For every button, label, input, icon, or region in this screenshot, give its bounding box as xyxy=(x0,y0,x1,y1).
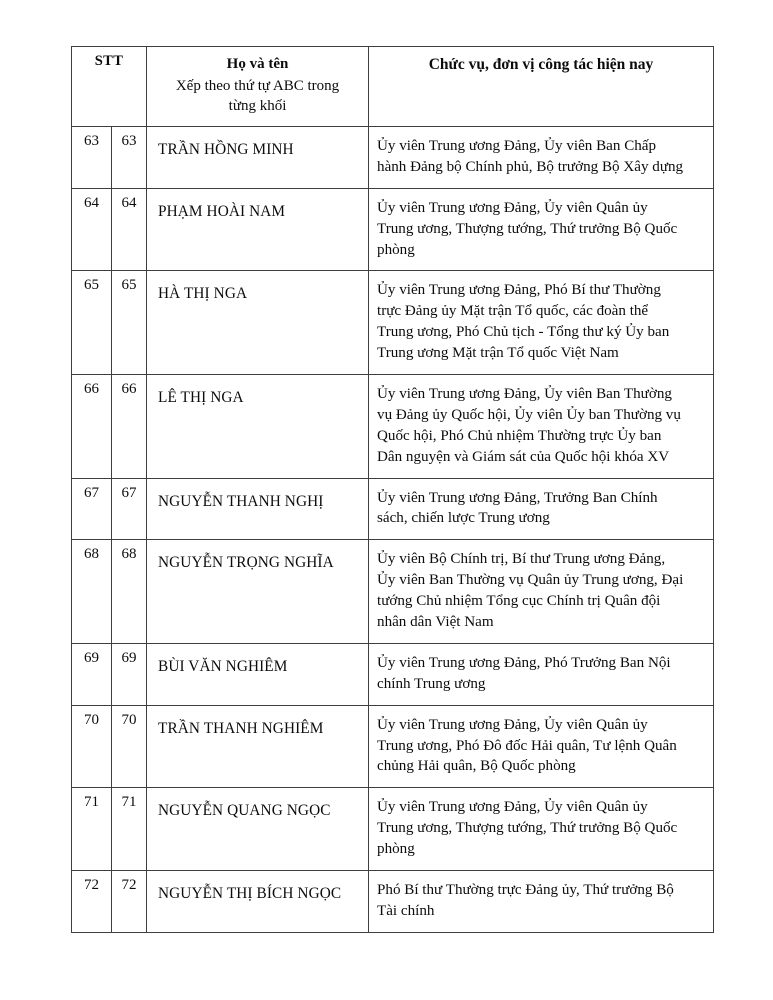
row-number-secondary: 72 xyxy=(112,871,147,933)
row-number-secondary: 65 xyxy=(112,271,147,375)
row-number-primary: 64 xyxy=(72,188,112,271)
row-position-description xyxy=(369,271,714,375)
row-number-primary: 66 xyxy=(72,375,112,479)
position-line: vụ Đảng ủy Quốc hội, Ủy viên Ủy ban Thường vụ xyxy=(377,406,681,423)
table-row xyxy=(72,375,714,479)
roster-table xyxy=(71,46,714,933)
position-line: chủng Hải quân, Bộ Quốc phòng xyxy=(377,758,576,775)
row-position-description xyxy=(369,126,714,188)
row-person-name: LÊ THỊ NGA xyxy=(147,375,369,479)
position-line: sách, chiến lược Trung ương xyxy=(377,510,550,527)
column-header-stt: STT xyxy=(72,47,147,127)
table-row xyxy=(72,871,714,933)
row-position-description xyxy=(369,540,714,644)
row-position-description xyxy=(369,788,714,871)
row-person-name: TRẦN HỒNG MINH xyxy=(147,126,369,188)
row-person-name: NGUYỄN THANH NGHỊ xyxy=(147,478,369,540)
table-header-row xyxy=(72,47,714,127)
position-line: tướng Chủ nhiệm Tổng cục Chính trị Quân đội xyxy=(377,593,661,610)
row-person-name: NGUYỄN TRỌNG NGHĨA xyxy=(147,540,369,644)
position-line: Trung ương, Thượng tướng, Thứ trưởng Bộ Quốc xyxy=(377,820,678,837)
column-header-name-title: Họ và tên xyxy=(226,56,289,72)
roster-table-container xyxy=(71,46,713,933)
row-number-primary: 67 xyxy=(72,478,112,540)
position-line: Ủy viên Trung ương Đảng, Ủy viên Quân ủy xyxy=(377,716,648,733)
row-number-primary: 69 xyxy=(72,643,112,705)
row-number-secondary: 68 xyxy=(112,540,147,644)
row-position-description xyxy=(369,871,714,933)
table-body xyxy=(72,126,714,932)
position-line: Trung ương, Phó Đô đốc Hải quân, Tư lệnh Quân xyxy=(377,737,677,754)
position-line: Trung ương Mặt trận Tổ quốc Việt Nam xyxy=(377,345,619,362)
row-person-name: NGUYỄN THỊ BÍCH NGỌC xyxy=(147,871,369,933)
row-number-primary: 65 xyxy=(72,271,112,375)
position-line: Quốc hội, Phó Chủ nhiệm Thường trực Ủy ban xyxy=(377,427,662,444)
position-line: hành Đảng bộ Chính phủ, Bộ trưởng Bộ Xây dựng xyxy=(377,158,684,175)
position-line: Tài chính xyxy=(377,902,435,919)
row-position-description xyxy=(369,478,714,540)
table-row xyxy=(72,271,714,375)
row-position-description xyxy=(369,375,714,479)
position-line: chính Trung ương xyxy=(377,675,486,692)
table-row xyxy=(72,643,714,705)
row-number-secondary: 64 xyxy=(112,188,147,271)
position-line: Ủy viên Ban Thường vụ Quân ủy Trung ương, Đại xyxy=(377,572,684,589)
column-header-name-subtitle-line-1: Xếp theo thứ tự ABC trong xyxy=(175,77,340,94)
position-line: Phó Bí thư Thường trực Đảng ủy, Thứ trưởng Bộ xyxy=(377,882,674,899)
row-person-name: HÀ THỊ NGA xyxy=(147,271,369,375)
column-header-position: Chức vụ, đơn vị công tác hiện nay xyxy=(369,47,714,127)
position-line: trực Đảng ủy Mặt trận Tổ quốc, các đoàn thể xyxy=(377,303,649,320)
row-number-primary: 63 xyxy=(72,126,112,188)
position-line: phòng xyxy=(377,241,415,258)
position-line: Ủy viên Trung ương Đảng, Ủy viên Ban Chấp xyxy=(377,137,657,154)
table-row xyxy=(72,188,714,271)
row-position-description xyxy=(369,188,714,271)
row-number-primary: 71 xyxy=(72,788,112,871)
position-line: Ủy viên Trung ương Đảng, Ủy viên Quân ủy xyxy=(377,799,648,816)
row-number-secondary: 71 xyxy=(112,788,147,871)
row-number-secondary: 63 xyxy=(112,126,147,188)
row-number-primary: 72 xyxy=(72,871,112,933)
table-row xyxy=(72,126,714,188)
row-person-name: BÙI VĂN NGHIÊM xyxy=(147,643,369,705)
table-row xyxy=(72,540,714,644)
row-number-secondary: 69 xyxy=(112,643,147,705)
row-person-name: TRẦN THANH NGHIÊM xyxy=(147,705,369,788)
row-position-description xyxy=(369,643,714,705)
position-line: nhân dân Việt Nam xyxy=(377,614,494,631)
position-line: Ủy viên Trung ương Đảng, Ủy viên Quân ủy xyxy=(377,199,648,216)
row-number-primary: 70 xyxy=(72,705,112,788)
position-line: Dân nguyện và Giám sát của Quốc hội khóa XV xyxy=(377,448,670,465)
table-row xyxy=(72,478,714,540)
row-person-name: NGUYỄN QUANG NGỌC xyxy=(147,788,369,871)
position-line: Ủy viên Trung ương Đảng, Trưởng Ban Chính xyxy=(377,489,658,506)
position-line: Ủy viên Bộ Chính trị, Bí thư Trung ương Đảng, xyxy=(377,551,666,568)
row-number-secondary: 67 xyxy=(112,478,147,540)
position-line: phòng xyxy=(377,841,415,858)
column-header-name-subtitle-line-2: từng khối xyxy=(228,97,287,114)
column-header-name xyxy=(147,47,369,127)
row-position-description xyxy=(369,705,714,788)
table-row xyxy=(72,788,714,871)
position-line: Ủy viên Trung ương Đảng, Phó Trưởng Ban Nội xyxy=(377,654,671,671)
position-line: Ủy viên Trung ương Đảng, Ủy viên Ban Thường xyxy=(377,386,672,402)
position-line: Trung ương, Phó Chủ tịch - Tổng thư ký Ủy ban xyxy=(377,324,670,341)
row-number-secondary: 70 xyxy=(112,705,147,788)
row-person-name: PHẠM HOÀI NAM xyxy=(147,188,369,271)
position-line: Ủy viên Trung ương Đảng, Phó Bí thư Thường xyxy=(377,282,661,299)
table-row xyxy=(72,705,714,788)
position-line: Trung ương, Thượng tướng, Thứ trưởng Bộ Quốc xyxy=(377,220,678,237)
table-header xyxy=(72,47,714,127)
row-number-primary: 68 xyxy=(72,540,112,644)
row-number-secondary: 66 xyxy=(112,375,147,479)
